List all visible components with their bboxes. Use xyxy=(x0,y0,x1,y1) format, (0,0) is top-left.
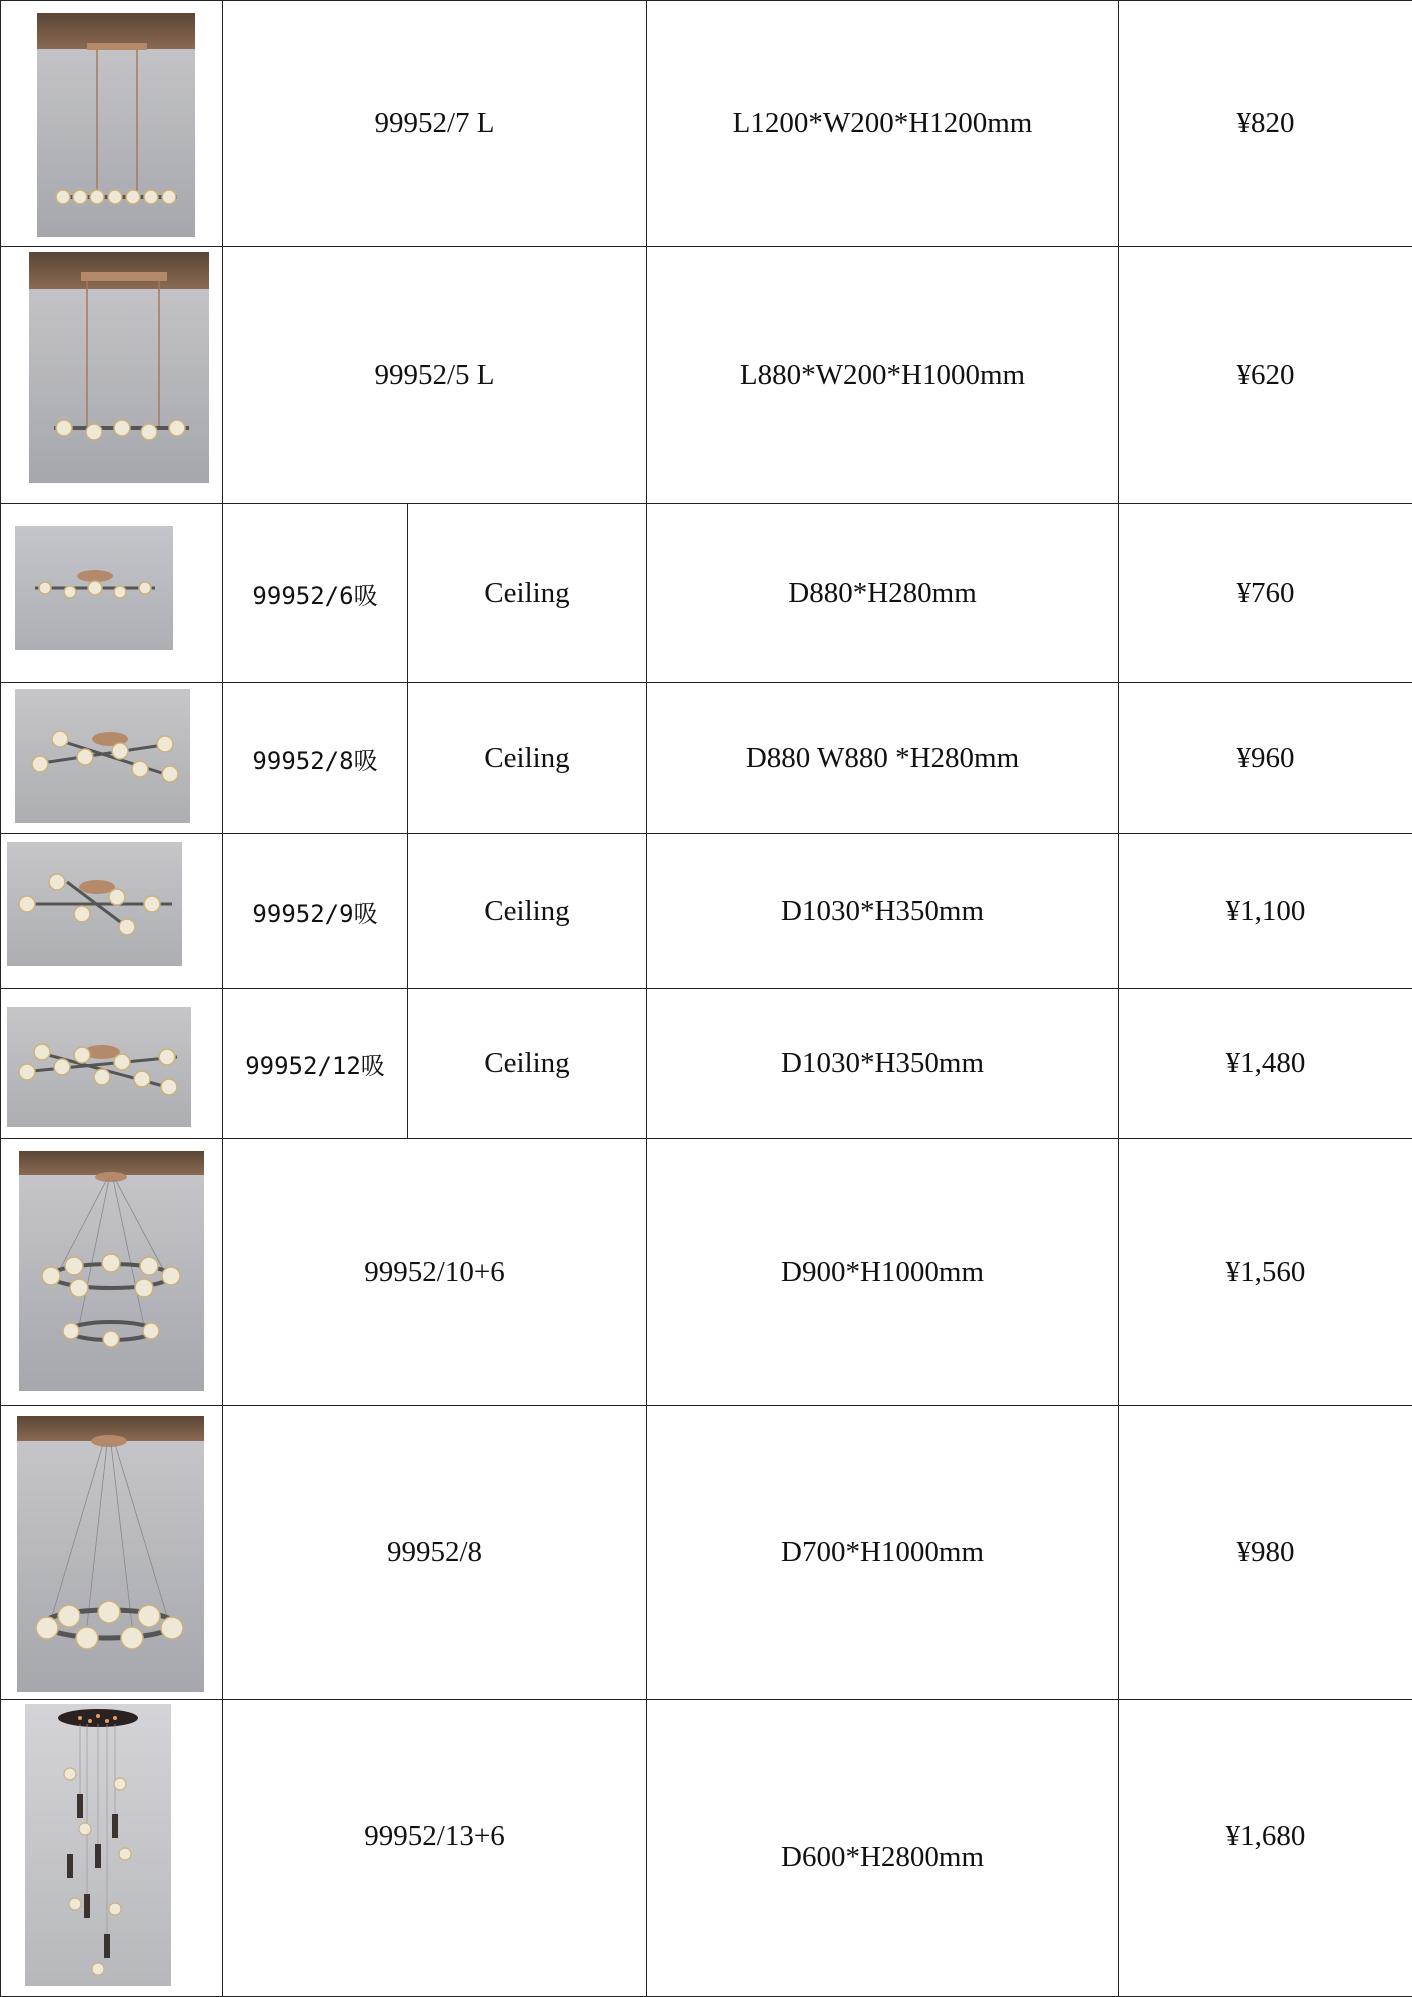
linear-pendant-7-photo xyxy=(37,13,195,237)
model-cell: 99952/13+6 xyxy=(223,1700,647,1997)
table-row xyxy=(1,1406,1412,1700)
two-ring-chandelier-photo xyxy=(19,1151,204,1391)
product-image-cell xyxy=(1,834,223,989)
spec-cell: L880*W200*H1000mm xyxy=(647,247,1119,504)
model-cell: 99952/7 L xyxy=(223,1,647,247)
spec-cell: D900*H1000mm xyxy=(647,1139,1119,1406)
table-row xyxy=(1,504,1412,683)
ceiling-lamp-12-photo xyxy=(7,1007,191,1127)
type-cell: Ceiling xyxy=(408,834,647,989)
product-image-cell xyxy=(1,1,223,247)
product-image-cell xyxy=(1,1406,223,1700)
spec-cell: D1030*H350mm xyxy=(647,834,1119,989)
spec-cell: D600*H2800mm xyxy=(647,1700,1119,1997)
model-cell: 99952/8吸 xyxy=(223,683,408,834)
product-image-cell xyxy=(1,683,223,834)
model-cell: 99952/6吸 xyxy=(223,504,408,683)
model-cell: 99952/9吸 xyxy=(223,834,408,989)
table-row xyxy=(1,1139,1412,1406)
table-row xyxy=(1,989,1412,1139)
type-cell: Ceiling xyxy=(408,989,647,1139)
table-row xyxy=(1,1700,1412,1997)
price-cell: ¥620 xyxy=(1119,247,1412,504)
price-cell: ¥820 xyxy=(1119,1,1412,247)
price-cell: ¥1,480 xyxy=(1119,989,1412,1139)
spec-cell: D700*H1000mm xyxy=(647,1406,1119,1700)
type-cell: Ceiling xyxy=(408,683,647,834)
spec-cell: D880*H280mm xyxy=(647,504,1119,683)
price-cell: ¥1,560 xyxy=(1119,1139,1412,1406)
table-row xyxy=(1,834,1412,989)
price-cell: ¥1,100 xyxy=(1119,834,1412,989)
table-row xyxy=(1,683,1412,834)
table-row xyxy=(1,247,1412,504)
ceiling-lamp-8-photo xyxy=(15,689,190,823)
type-cell: Ceiling xyxy=(408,504,647,683)
product-image-cell xyxy=(1,1700,223,1997)
product-image-cell xyxy=(1,989,223,1139)
model-cell: 99952/12吸 xyxy=(223,989,408,1139)
price-cell: ¥960 xyxy=(1119,683,1412,834)
ceiling-lamp-6-photo xyxy=(15,526,173,650)
model-cell: 99952/5 L xyxy=(223,247,647,504)
price-cell: ¥1,680 xyxy=(1119,1700,1412,1997)
model-cell: 99952/8 xyxy=(223,1406,647,1700)
product-image-cell xyxy=(1,1139,223,1406)
ring-chandelier-photo xyxy=(17,1416,204,1692)
spec-cell: L1200*W200*H1200mm xyxy=(647,1,1119,247)
cascade-pendant-photo xyxy=(25,1704,171,1986)
spec-cell: D1030*H350mm xyxy=(647,989,1119,1139)
product-image-cell xyxy=(1,247,223,504)
price-cell: ¥760 xyxy=(1119,504,1412,683)
spec-cell: D880 W880 *H280mm xyxy=(647,683,1119,834)
table-row xyxy=(1,1,1412,247)
ceiling-lamp-9-photo xyxy=(7,842,182,966)
linear-pendant-5-photo xyxy=(29,252,209,483)
price-cell: ¥980 xyxy=(1119,1406,1412,1700)
model-cell: 99952/10+6 xyxy=(223,1139,647,1406)
product-image-cell xyxy=(1,504,223,683)
